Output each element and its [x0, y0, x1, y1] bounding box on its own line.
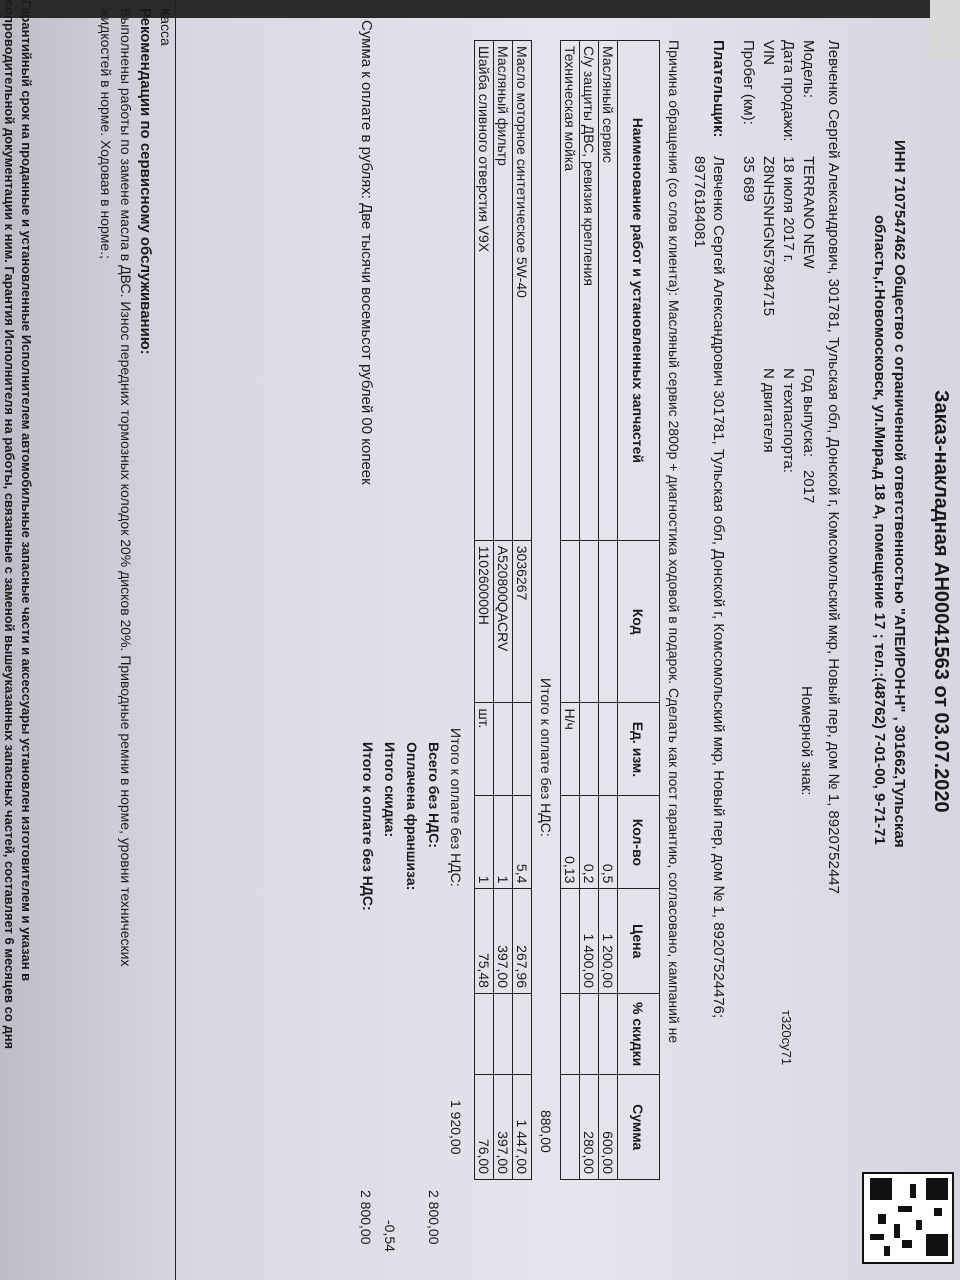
plate-label: Номерной знак:	[798, 686, 815, 796]
payer-label: Плательщик:	[710, 40, 727, 138]
part-qty: 1	[475, 796, 494, 889]
work-unit	[580, 703, 599, 796]
header-name: Наименование работ и установленных запчастей	[618, 41, 660, 541]
parts-subtotal-value: 1 920,00	[448, 1100, 464, 1155]
vin-value: Z8NHSNHGN57984715	[760, 156, 777, 317]
warranty-line-2: сопроводительной документации к ним. Гарантия Исполнителя на работы, связанные с заменой вышеуказанных запасных частей, составляет 6 месяцев со дня	[2, 0, 17, 1050]
part-unit: шт.	[475, 703, 494, 796]
header-unit: Ед. изм.	[618, 703, 660, 796]
sale-date-value: 18 июля 2017 г.	[780, 156, 797, 263]
vin-label: VIN	[760, 40, 777, 66]
customer-line: Левченко Сергей Александрович, 301781, Тульская обл, Донской г, Комсомольский мкр, Новый пер, дом № 1, 8920752447	[825, 40, 842, 894]
total-no-vat-label: Всего без НДС:	[426, 742, 442, 848]
part-sum: 1 447,00	[513, 1075, 532, 1180]
sale-date-label: Дата продажи:	[780, 40, 797, 142]
total-no-vat-value: 2 800,00	[426, 1190, 442, 1245]
work-code	[561, 540, 580, 703]
part-code: 3036267	[513, 540, 532, 703]
part-discount	[494, 993, 513, 1074]
work-unit	[599, 703, 618, 796]
work-sum: 280,00	[580, 1075, 599, 1180]
engine-label: N двигателя	[760, 368, 777, 453]
table-row	[599, 41, 618, 1180]
parts-subtotal-label: Итого к оплате без НДС:	[448, 728, 464, 887]
work-discount	[561, 993, 580, 1074]
table-row	[513, 41, 532, 1180]
part-price: 75,48	[475, 889, 494, 994]
pay-total-value: 2 800,00	[358, 1190, 374, 1245]
passport-label: N техпаспорта:	[780, 368, 797, 473]
recommendations-title: Рекомендации по сервисному обслуживанию:	[137, 8, 154, 355]
reason-text: Причина обращения (со слов клиента): Масляный сервис 2800р + диагностика ходовой в подарок. Сделать как пост гарантию, согласовано, кампаний не	[666, 40, 682, 1044]
discount-total-label: Итого скидка:	[382, 742, 398, 838]
qr-code-icon	[862, 1172, 954, 1264]
part-unit	[513, 703, 532, 796]
pay-total-label: Итого к оплате без НДС:	[360, 742, 376, 911]
part-price: 397,00	[494, 889, 513, 994]
work-sum	[561, 1075, 580, 1180]
work-qty: 0,2	[580, 796, 599, 889]
table-row	[494, 41, 513, 1180]
part-discount	[513, 993, 532, 1074]
payer-value-2: 89776184081	[691, 156, 708, 248]
model-label: Модель:	[800, 40, 817, 99]
table-row	[561, 41, 580, 1180]
work-discount	[599, 993, 618, 1074]
work-name: Масляный сервис	[599, 41, 618, 541]
header-discount: % скидки	[618, 993, 660, 1074]
part-name: Масло моторное синтетическое 5W-40	[513, 41, 532, 541]
recommendations-line-2: жидкостей в норме. Ходовая в норме.;	[98, 8, 114, 259]
mileage-label: Пробег (км):	[740, 40, 757, 125]
work-code	[580, 540, 599, 703]
org-line-2: область,г.Новомосковск, ул.Мира,д 18 А, помещение 17 ; тел.:(48762) 7-01-00, 9-71-71	[871, 215, 888, 845]
work-code	[599, 540, 618, 703]
warranty-line-1: Гарантийный срок на проданные и установленные Исполнителем автомобильные запасные части и аксессуары установлен изготовителем и указан в	[19, 0, 34, 982]
part-qty: 5,4	[513, 796, 532, 889]
part-discount	[475, 993, 494, 1074]
part-name: Шайба сливного отверстия V9X	[475, 41, 494, 541]
work-sum: 600,00	[599, 1075, 618, 1180]
section-divider	[175, 0, 176, 1280]
part-name: Масляный фильтр	[494, 41, 513, 541]
part-sum: 397,00	[494, 1075, 513, 1180]
work-price: 1 400,00	[580, 889, 599, 994]
part-qty: 1	[494, 796, 513, 889]
year-value: 2017	[800, 470, 817, 504]
header-price: Цена	[618, 889, 660, 994]
part-code: A520800QACRV	[494, 540, 513, 703]
table-row	[580, 41, 599, 1180]
work-name: С/у защиты ДВС, ревизия крепления	[580, 41, 599, 541]
works-subtotal-label: Итого к оплате без НДС:	[538, 678, 554, 837]
work-qty: 0,13	[561, 796, 580, 889]
part-price: 267,96	[513, 889, 532, 994]
franchise-label: Оплачена франшиза:	[404, 742, 420, 891]
sum-in-words: Сумма к оплате в рублях: Две тысячи восемьсот рублей 00 копеек	[358, 20, 375, 485]
part-unit	[494, 703, 513, 796]
works-subtotal-value: 880,00	[538, 1110, 554, 1153]
table-row	[475, 41, 494, 1180]
payer-value-1: Левченко Сергей Александрович 301781, Тульская обл, Донской г, Комсомольский мкр, Новый пер, дом № 1, 89207524476;	[710, 156, 727, 1019]
work-discount	[580, 993, 599, 1074]
header-code: Код	[618, 540, 660, 703]
discount-total-value: -0,54	[382, 1220, 398, 1252]
works-header-row	[618, 41, 660, 1180]
header-qty: Кол-во	[618, 796, 660, 889]
work-name: Техническая мойка	[561, 41, 580, 541]
document-title: Заказ-накладная АН00041563 от 03.07.2020	[930, 390, 952, 813]
work-qty: 0,5	[599, 796, 618, 889]
work-unit: Н/ч	[561, 703, 580, 796]
plate-value: т320су71	[779, 1010, 794, 1066]
cashier-label: Касса	[158, 8, 174, 46]
part-code: 110260000H	[475, 540, 494, 703]
recommendations-line-1: Выполнены работы по замене масла в ДВС. Износ передних тормозных колодок 20% дисков 20%. Приводные ремни в норме, уровни технических	[118, 8, 134, 967]
parts-table	[474, 40, 532, 1180]
works-table	[560, 40, 660, 1180]
work-price: 1 200,00	[599, 889, 618, 994]
mileage-value: 35 689	[740, 156, 757, 202]
header-sum: Сумма	[618, 1075, 660, 1180]
work-price	[561, 889, 580, 994]
part-sum: 76,00	[475, 1075, 494, 1180]
model-value: TERRANO NEW	[800, 156, 817, 269]
year-label: Год выпуска:	[800, 368, 817, 458]
org-line-1: ИНН 7107547462 Общество с ограниченной ответственностью "АПЕИРОН-Н" , 301662,Тульская	[891, 140, 908, 848]
